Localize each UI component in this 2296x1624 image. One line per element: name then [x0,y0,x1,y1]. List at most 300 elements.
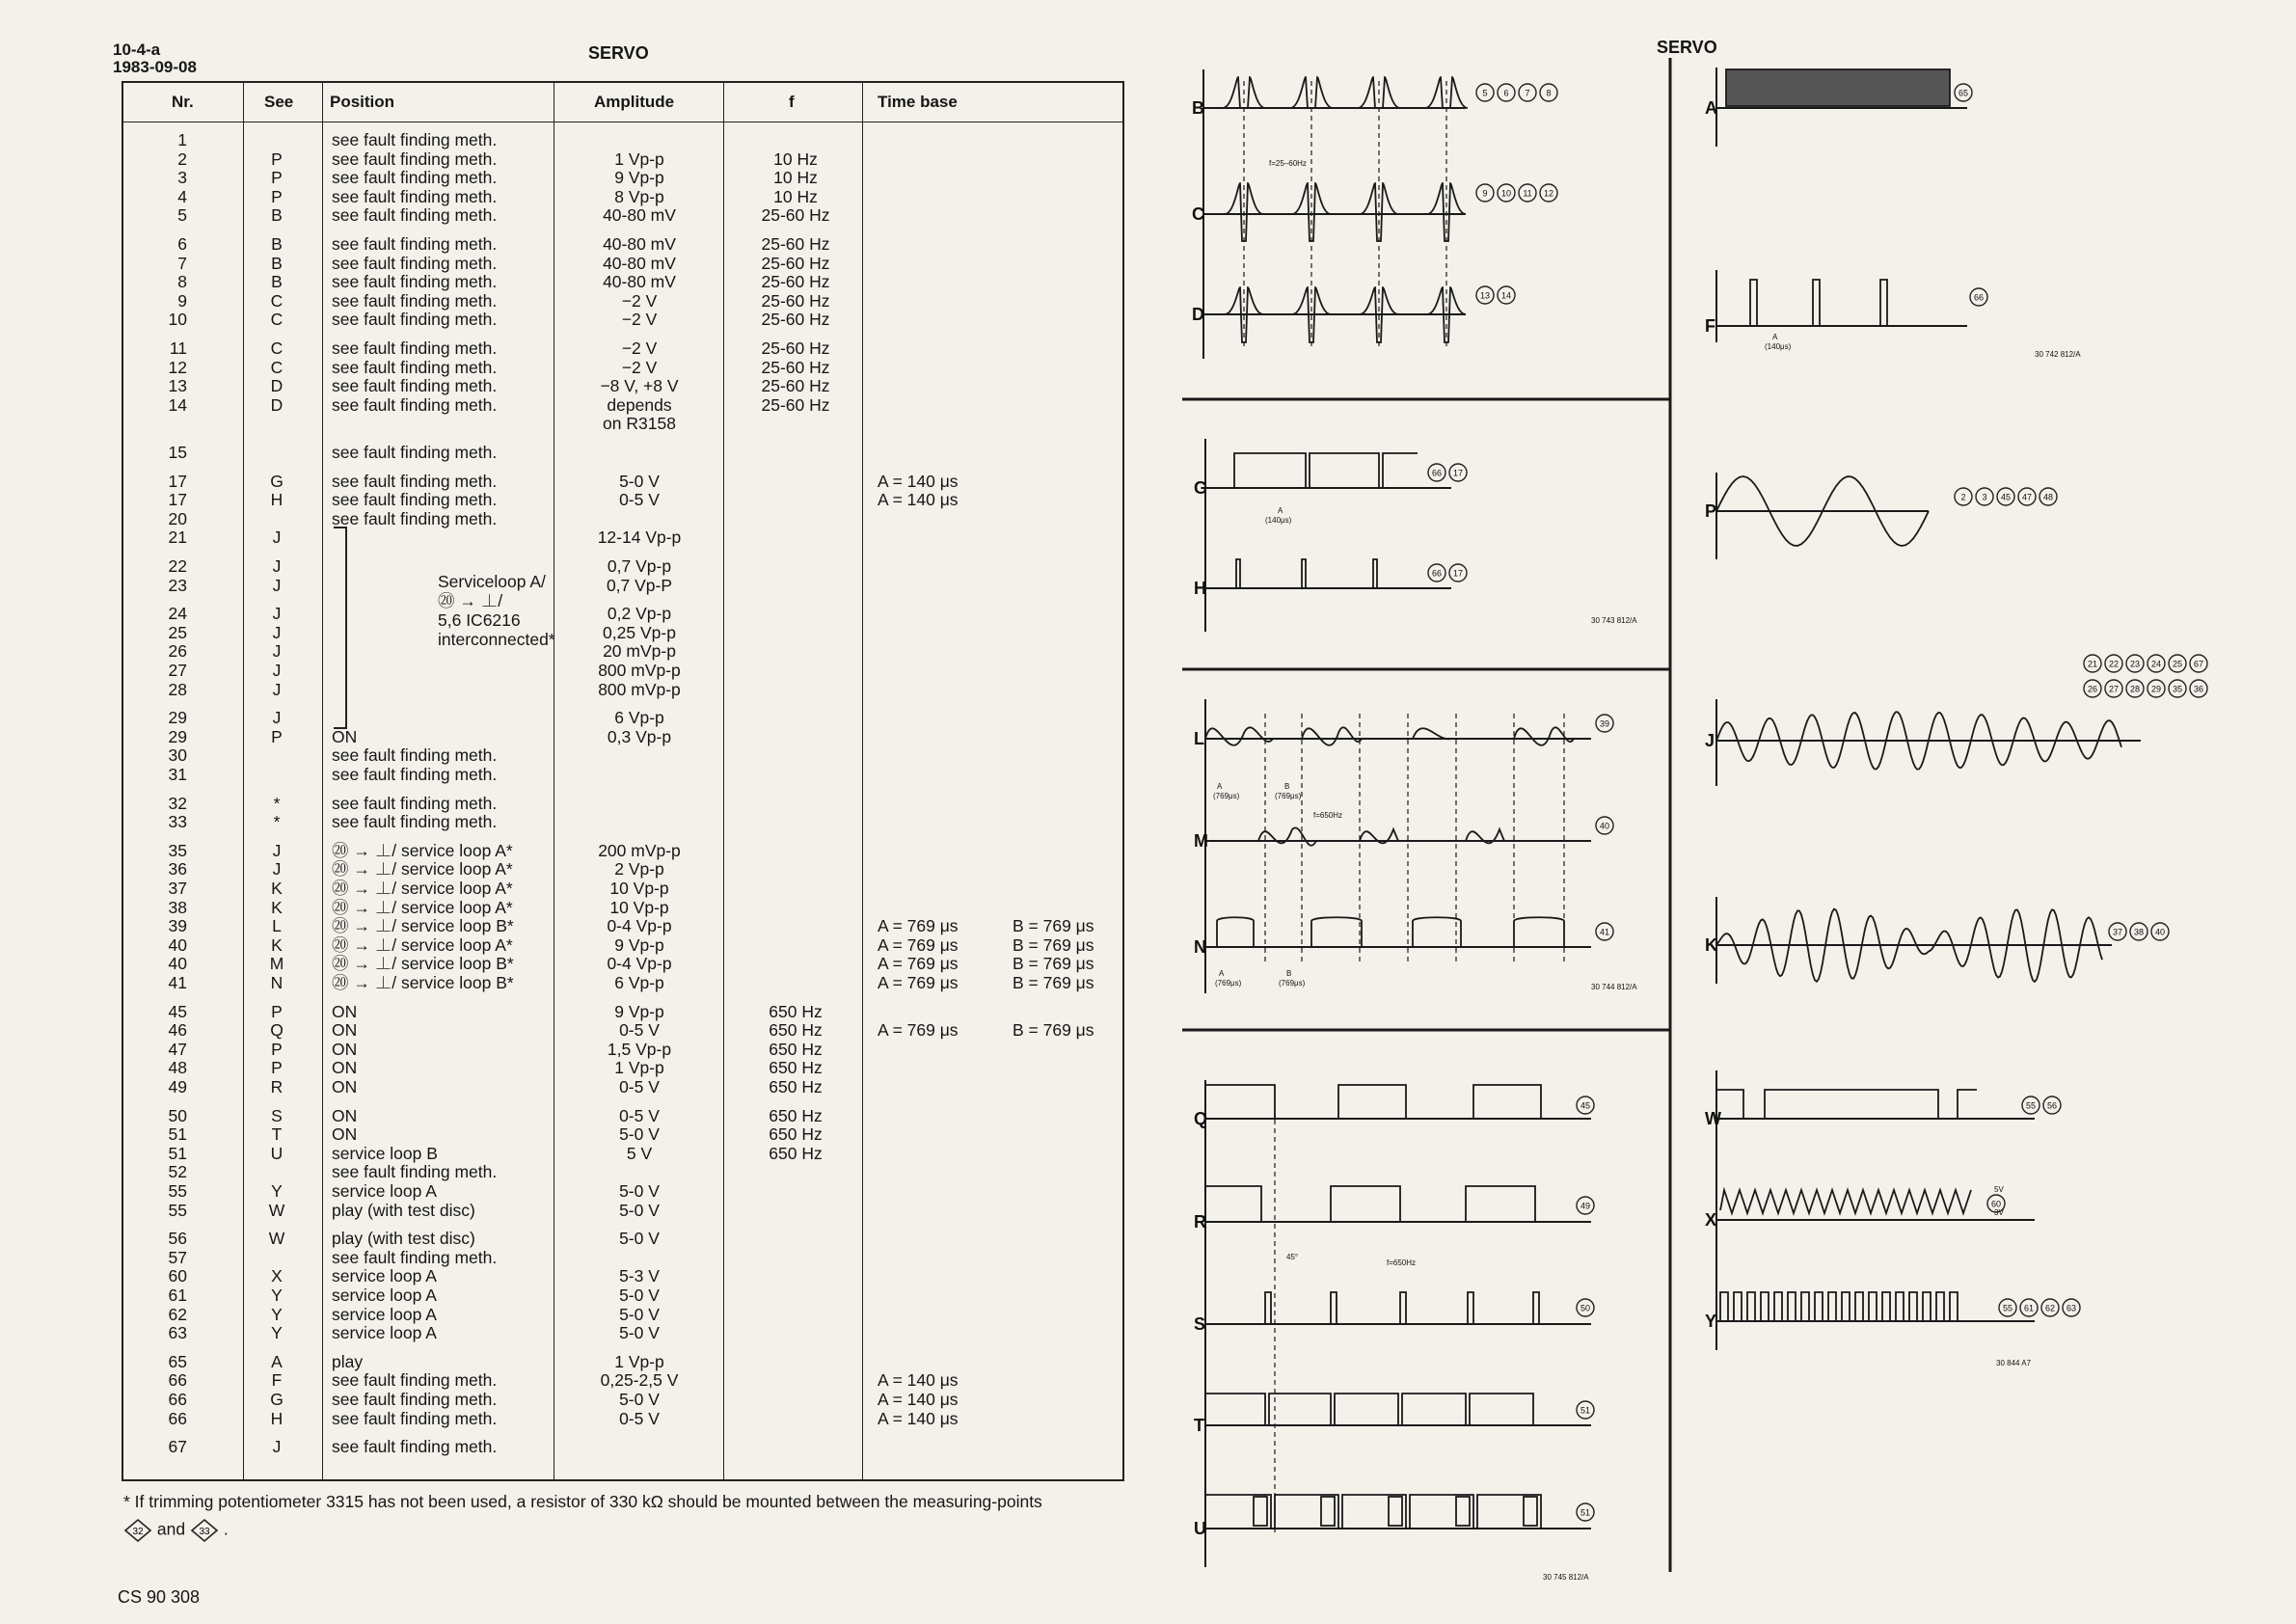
badge-number: 3 [1982,492,1987,502]
table-cell-see: H [270,490,284,510]
table-cell-amplitude: 5-0 V [619,1323,660,1343]
table-cell-amplitude: 9 Vp-p [614,1001,664,1021]
table-cell-nr: 40 [168,934,187,955]
table-cell-see: X [271,1266,283,1286]
table-cell-amplitude: on R3158 [603,414,676,434]
badge-number: 22 [2108,659,2120,669]
table-cell-see: B [271,272,283,292]
table-cell-position: see fault finding meth. [332,1408,498,1428]
annotation-nb2: (769μs) [1279,979,1306,988]
drawing-reference: 30 744 812/A [1591,983,1637,991]
table-cell-position: play (with test disc) [332,1200,475,1220]
table-cell-amplitude: 0-5 V [619,1077,660,1096]
table-cell-position: ⑳ → ⊥/ service loop B* [332,916,514,936]
table-cell-amplitude: 0,25 Vp-p [603,622,676,642]
table-cell-position: ON [332,1058,358,1078]
table-cell-amplitude: 0,7 Vp-p [607,556,672,576]
waveform-y [1716,1292,1958,1321]
table-cell-amplitude: 5-0 V [619,1229,660,1249]
table-cell-see: J [272,840,282,860]
badge-number: 45 [2000,492,2012,502]
table-cell-nr: 21 [168,528,187,548]
badge-number: 61 [2023,1303,2035,1313]
table-cell-nr: 67 [168,1437,187,1457]
table-cell-position: ⑳ → ⊥/ service loop B* [332,973,514,992]
waveform-label: B [1192,98,1204,118]
table-cell-nr: 13 [168,376,187,396]
table-cell-timebase: A = 769 μs [878,934,959,955]
table-cell-nr: 45 [168,1001,187,1021]
annotation-deg: 45° [1286,1253,1299,1261]
badge-number: 37 [2112,927,2123,937]
waveform-label: K [1705,935,1717,955]
table-cell-nr: 22 [168,556,187,576]
table-cell-see: R [270,1077,284,1096]
badge-number: 66 [1973,292,1985,303]
badge-number: 17 [1452,468,1464,478]
waveform-r [1205,1186,1535,1222]
badge-number: 55 [2002,1303,2013,1313]
table-cell-amplitude: 5-0 V [619,471,660,491]
table-cell-position: see fault finding meth. [332,745,498,766]
badge-number: 21 [2087,659,2098,669]
waveform-label: M [1194,831,1208,851]
table-cell-nr: 33 [168,812,187,832]
table-cell-timebase-b: B = 769 μs [1013,916,1094,936]
table-cell-amplitude: 0,7 Vp-P [606,575,673,595]
table-cell-see: J [272,661,282,680]
badge-number: 67 [2193,659,2204,669]
badge-number: 38 [2133,927,2145,937]
annotation-na2: (769μs) [1215,979,1242,988]
table-cell-position: service loop A [332,1304,437,1324]
table-cell-nr: 30 [168,745,187,766]
table-cell-see: C [270,310,284,330]
table-cell-see: B [271,205,283,226]
table-cell-amplitude: 40-80 mV [603,205,676,226]
table-cell-see: H [270,1408,284,1428]
table-cell-nr: 1 [177,130,187,149]
table-cell-amplitude: 5-0 V [619,1390,660,1409]
table-cell-position: see fault finding meth. [332,1247,498,1267]
table-cell-see: Q [270,1020,284,1041]
col-header-see: See [264,93,294,111]
table-cell-position: see fault finding meth. [332,1162,498,1182]
table-cell-see: F [271,1370,283,1391]
table-cell-amplitude: −8 V, +8 V [600,376,679,396]
annotation-g: A [1278,506,1283,515]
table-cell-amplitude: 5-0 V [619,1181,660,1201]
table-cell-position: see fault finding meth. [332,490,498,510]
table-cell-position: ON [332,1105,358,1125]
badge-number: 39 [1599,718,1610,729]
table-cell-nr: 37 [168,879,187,898]
badge-number: 9 [1482,188,1488,199]
table-cell-see: M [269,954,284,974]
table-cell-see: J [272,1437,282,1457]
badge-number: 50 [1580,1303,1591,1313]
doc-date: 1983-09-08 [113,58,197,76]
waveform-l [1205,727,1574,744]
table-cell-position: see fault finding meth. [332,205,498,226]
waveform-q [1205,1085,1541,1119]
table-cell-position: see fault finding meth. [332,376,498,396]
table-cell-amplitude: 800 mVp-p [598,679,681,699]
table-cell-position: ⑳ → ⊥/ service loop A* [332,879,513,898]
table-cell-nr: 23 [168,575,187,595]
table-cell-position: service loop A [332,1323,437,1343]
annotation-la2: (769μs) [1213,792,1240,800]
table-cell-position: see fault finding meth. [332,812,498,832]
table-cell-frequency: 25-60 Hz [761,394,830,415]
table-cell-nr: 12 [168,357,187,377]
badge-number: 48 [2042,492,2054,502]
hatch-block [1254,1497,1267,1526]
table-cell-position: see fault finding meth. [332,1437,498,1457]
hatch-block [1389,1497,1402,1526]
table-cell-see: U [270,1143,284,1163]
table-cell-position: see fault finding meth. [332,234,498,254]
table-cell-amplitude: 8 Vp-p [614,186,664,206]
table-cell-position: play (with test disc) [332,1229,475,1249]
waveform-f [1716,280,1967,326]
badge-number: 2 [1960,492,1966,502]
table-cell-position: see fault finding meth. [332,793,498,813]
col-header-f: f [789,93,795,111]
table-cell-nr: 46 [168,1020,187,1041]
table-cell-position: see fault finding meth. [332,508,498,528]
table-cell-position: ⑳ → ⊥/ service loop A* [332,934,513,955]
table-cell-position: ON [332,1077,358,1096]
badge-number: 51 [1580,1405,1591,1416]
table-cell-nr: 2 [177,149,187,169]
badge-number: 6 [1503,88,1509,98]
waveform-label: R [1194,1212,1206,1232]
waveform-label: G [1194,478,1208,498]
table-cell-position: see fault finding meth. [332,253,498,273]
table-cell-see: Y [271,1304,283,1324]
table-cell-timebase: A = 140 μs [878,471,959,491]
table-cell-see: K [271,897,283,917]
table-cell-frequency: 25-60 Hz [761,357,830,377]
table-cell-amplitude: 1 Vp-p [614,149,664,169]
waveform-label: W [1705,1109,1721,1128]
table-cell-nr: 6 [177,234,187,254]
table-cell-nr: 5 [177,205,187,226]
waveform-label: C [1192,204,1204,224]
table-cell-frequency: 10 Hz [773,168,818,188]
table-cell-frequency: 650 Hz [769,1039,823,1059]
annotation-lb: B [1284,782,1290,791]
badge-number: 26 [2087,684,2098,694]
table-cell-see: P [271,149,283,169]
annotation-fA: A [1772,333,1778,341]
waveform-label: J [1705,731,1715,750]
badge-number: 56 [2046,1100,2058,1111]
table-cell-frequency: 650 Hz [769,1124,823,1145]
table-cell-position: see fault finding meth. [332,290,498,311]
annotation-fA2: (140μs) [1765,342,1792,351]
badge-number: 65 [1958,88,1969,98]
table-cell-amplitude: 5-0 V [619,1286,660,1305]
table-cell-amplitude: 10 Vp-p [609,897,669,917]
badge-number: 11 [1523,188,1532,199]
table-cell-amplitude: 1,5 Vp-p [607,1039,672,1059]
table-cell-see: A [271,1351,283,1371]
table-cell-timebase: A = 140 μs [878,1408,959,1428]
table-cell-amplitude: 20 mVp-p [603,641,676,662]
brace-note-line: Serviceloop A/ [438,572,546,591]
badge-number: 60 [1990,1199,2002,1209]
table-cell-position: see fault finding meth. [332,443,498,462]
brace-note-line: ⑳ → ⊥/ [438,591,503,610]
table-cell-position: see fault finding meth. [332,130,498,149]
brace-note-line: interconnected* [438,630,555,649]
badge-number: 41 [1599,927,1610,937]
waveform-label: H [1194,579,1206,598]
table-cell-nr: 25 [168,622,187,642]
annotation-x3: 3V [1994,1208,2004,1217]
table-cell-frequency: 650 Hz [769,1143,823,1163]
table-cell-see: Y [271,1323,283,1343]
badge-number: 40 [2154,927,2166,937]
waveform-h [1205,559,1451,588]
table-cell-nr: 3 [177,168,187,188]
waveform-label: A [1705,98,1717,118]
waveform-label: D [1192,305,1204,324]
table-cell-see: Y [271,1286,283,1305]
waveform-b [1205,77,1468,108]
brace-note-line: 5,6 IC6216 [438,610,521,630]
table-cell-amplitude: 5-0 V [619,1124,660,1145]
table-cell-amplitude: 5 V [626,1143,653,1163]
annotation-f1: f=25–60Hz [1269,159,1307,168]
table-cell-frequency: 25-60 Hz [761,272,830,292]
badge-number: 47 [2021,492,2033,502]
drawing-reference: 30 745 812/A [1543,1573,1589,1582]
table-cell-frequency: 10 Hz [773,186,818,206]
table-cell-see: P [271,1058,283,1078]
drawing-reference: 30 743 812/A [1591,616,1637,625]
table-cell-nr: 4 [177,186,187,206]
table-cell-see: L [272,916,282,936]
table-cell-see: T [271,1124,283,1145]
table-cell-frequency: 650 Hz [769,1077,823,1096]
table-cell-nr: 24 [168,604,187,624]
badge-number: 14 [1500,290,1512,301]
table-cell-amplitude: 2 Vp-p [614,859,664,880]
table-cell-see: C [270,357,284,377]
table-cell-position: ⑳ → ⊥/ service loop A* [332,840,513,860]
table-cell-nr: 8 [177,272,187,292]
table-cell-nr: 7 [177,253,187,273]
annotation-nb: B [1286,969,1292,978]
table-cell-nr: 66 [168,1408,187,1428]
table-cell-nr: 65 [168,1351,187,1371]
badge-number: 17 [1452,568,1464,579]
table-cell-nr: 27 [168,661,187,680]
table-cell-nr: 50 [168,1105,187,1125]
table-cell-nr: 57 [168,1247,187,1267]
table-cell-position: service loop A [332,1266,437,1286]
table-cell-see: P [271,186,283,206]
table-cell-see: P [271,1001,283,1021]
table-cell-position: see fault finding meth. [332,1370,498,1391]
table-cell-nr: 31 [168,765,187,784]
badge-number: 13 [1479,290,1491,301]
table-cell-amplitude: −2 V [621,357,658,377]
col-header-position: Position [330,93,395,111]
table-cell-position: ON [332,1001,358,1021]
table-cell-frequency: 650 Hz [769,1001,823,1021]
badge-number: 23 [2129,659,2141,669]
table-cell-nr: 10 [168,310,187,330]
table-cell-see: N [270,973,284,992]
table-cell-amplitude: 9 Vp-p [614,934,664,955]
table-cell-see: J [272,641,282,662]
table-cell-position: see fault finding meth. [332,765,498,784]
table-cell-amplitude: 800 mVp-p [598,661,681,680]
table-cell-position: see fault finding meth. [332,338,498,358]
waveform-label: T [1194,1416,1204,1435]
hatch-block [1321,1497,1335,1526]
table-cell-position: see fault finding meth. [332,272,498,292]
table-cell-amplitude: −2 V [621,290,658,311]
annotation-lb2: (769μs) [1275,792,1302,800]
badge-number: 40 [1599,821,1610,831]
table-cell-amplitude: −2 V [621,310,658,330]
table-cell-see: K [271,879,283,898]
svg-text:33: 33 [199,1527,210,1537]
table-cell-timebase: A = 769 μs [878,954,959,974]
badge-number: 12 [1543,188,1554,199]
badge-number: 66 [1431,568,1443,579]
hatch-block [1456,1497,1470,1526]
table-cell-position: see fault finding meth. [332,394,498,415]
hatch-block [1524,1497,1537,1526]
waveform-label: X [1705,1210,1717,1230]
table-cell-nr: 9 [177,290,187,311]
table-cell-amplitude: 0-5 V [619,490,660,510]
annotation-la: A [1217,782,1223,791]
table-cell-see: * [273,793,281,813]
waveform-m [1205,827,1591,845]
table-cell-position: see fault finding meth. [332,1390,498,1409]
table-cell-nr: 62 [168,1304,187,1324]
table-cell-timebase: A = 769 μs [878,973,959,992]
badge-number: 25 [2172,659,2183,669]
table-cell-see: W [268,1200,285,1220]
table-cell-amplitude: 200 mVp-p [598,840,681,860]
table-cell-see: B [271,234,283,254]
table-cell-timebase-b: B = 769 μs [1013,954,1094,974]
table-cell-see: Y [271,1181,283,1201]
table-cell-nr: 11 [169,338,187,358]
table-cell-see: J [272,556,282,576]
table-cell-position: see fault finding meth. [332,310,498,330]
table-cell-see: C [270,338,284,358]
annotation-rf: f=650Hz [1387,1259,1417,1267]
table-cell-position: play [332,1351,364,1371]
table-cell-frequency: 10 Hz [773,149,818,169]
table-cell-frequency: 25-60 Hz [761,338,830,358]
table-cell-amplitude: 40-80 mV [603,272,676,292]
badge-number: 36 [2193,684,2204,694]
badge-number: 63 [2066,1303,2077,1313]
badge-number: 10 [1500,188,1512,199]
badge-number: 5 [1482,88,1488,98]
table-cell-amplitude: 5-0 V [619,1200,660,1220]
table-cell-nr: 17 [168,490,187,510]
table-cell-nr: 61 [168,1286,187,1305]
table-cell-amplitude: 5-0 V [619,1304,660,1324]
waveform-s [1205,1292,1539,1324]
table-cell-see: J [272,859,282,880]
table-cell-timebase: A = 769 μs [878,916,959,936]
table-cell-see: W [268,1229,285,1249]
table-cell-nr: 26 [168,641,187,662]
table-cell-amplitude: 1 Vp-p [614,1058,664,1078]
table-cell-nr: 48 [168,1058,187,1078]
table-cell-amplitude: 40-80 mV [603,253,676,273]
table-cell-amplitude: 40-80 mV [603,234,676,254]
table-cell-position: ⑳ → ⊥/ service loop A* [332,859,513,880]
badge-number: 27 [2108,684,2120,694]
table-cell-position: ⑳ → ⊥/ service loop A* [332,897,513,917]
table-cell-nr: 14 [168,394,187,415]
table-cell-see: * [273,812,281,832]
table-cell-timebase: A = 140 μs [878,490,959,510]
table-cell-see: J [272,679,282,699]
table-cell-nr: 15 [168,443,187,462]
table-cell-amplitude: 1 Vp-p [614,1351,664,1371]
annotation-x5: 5V [1994,1185,2004,1194]
drawing-reference: 30 844 A7 [1996,1359,2032,1367]
waveform-x [1720,1190,1971,1213]
col-header-nr: Nr. [172,93,194,111]
badge-number: 51 [1580,1507,1591,1518]
table-cell-see: J [272,575,282,595]
table-cell-nr: 41 [168,973,187,992]
table-cell-nr: 36 [168,859,187,880]
table-cell-timebase: A = 140 μs [878,1370,959,1391]
table-cell-position: ⑳ → ⊥/ service loop B* [332,954,514,974]
table-cell-position: see fault finding meth. [332,149,498,169]
table-cell-frequency: 25-60 Hz [761,310,830,330]
table-cell-amplitude: 0-5 V [619,1020,660,1041]
page-title: SERVO [588,43,649,63]
table-cell-amplitude: 0-4 Vp-p [607,916,672,936]
badge-number: 35 [2172,684,2183,694]
waveform-u [1205,1495,1541,1529]
table-cell-amplitude: 6 Vp-p [614,708,664,728]
table-cell-see: P [271,168,283,188]
table-cell-amplitude: −2 V [621,338,658,358]
badge-number: 24 [2150,659,2162,669]
waveform-g [1205,453,1418,488]
table-cell-see: G [270,471,284,491]
badge-number: 7 [1525,88,1530,98]
table-cell-nr: 63 [168,1323,187,1343]
waveform-label: F [1705,316,1715,336]
page-title-right: SERVO [1657,38,1717,57]
waveform-label: S [1194,1314,1206,1334]
table-cell-nr: 38 [168,897,187,917]
table-cell-see: J [272,622,282,642]
table-cell-see: J [272,528,282,548]
table-cell-frequency: 25-60 Hz [761,234,830,254]
doc-ref: 10-4-a [113,41,161,59]
